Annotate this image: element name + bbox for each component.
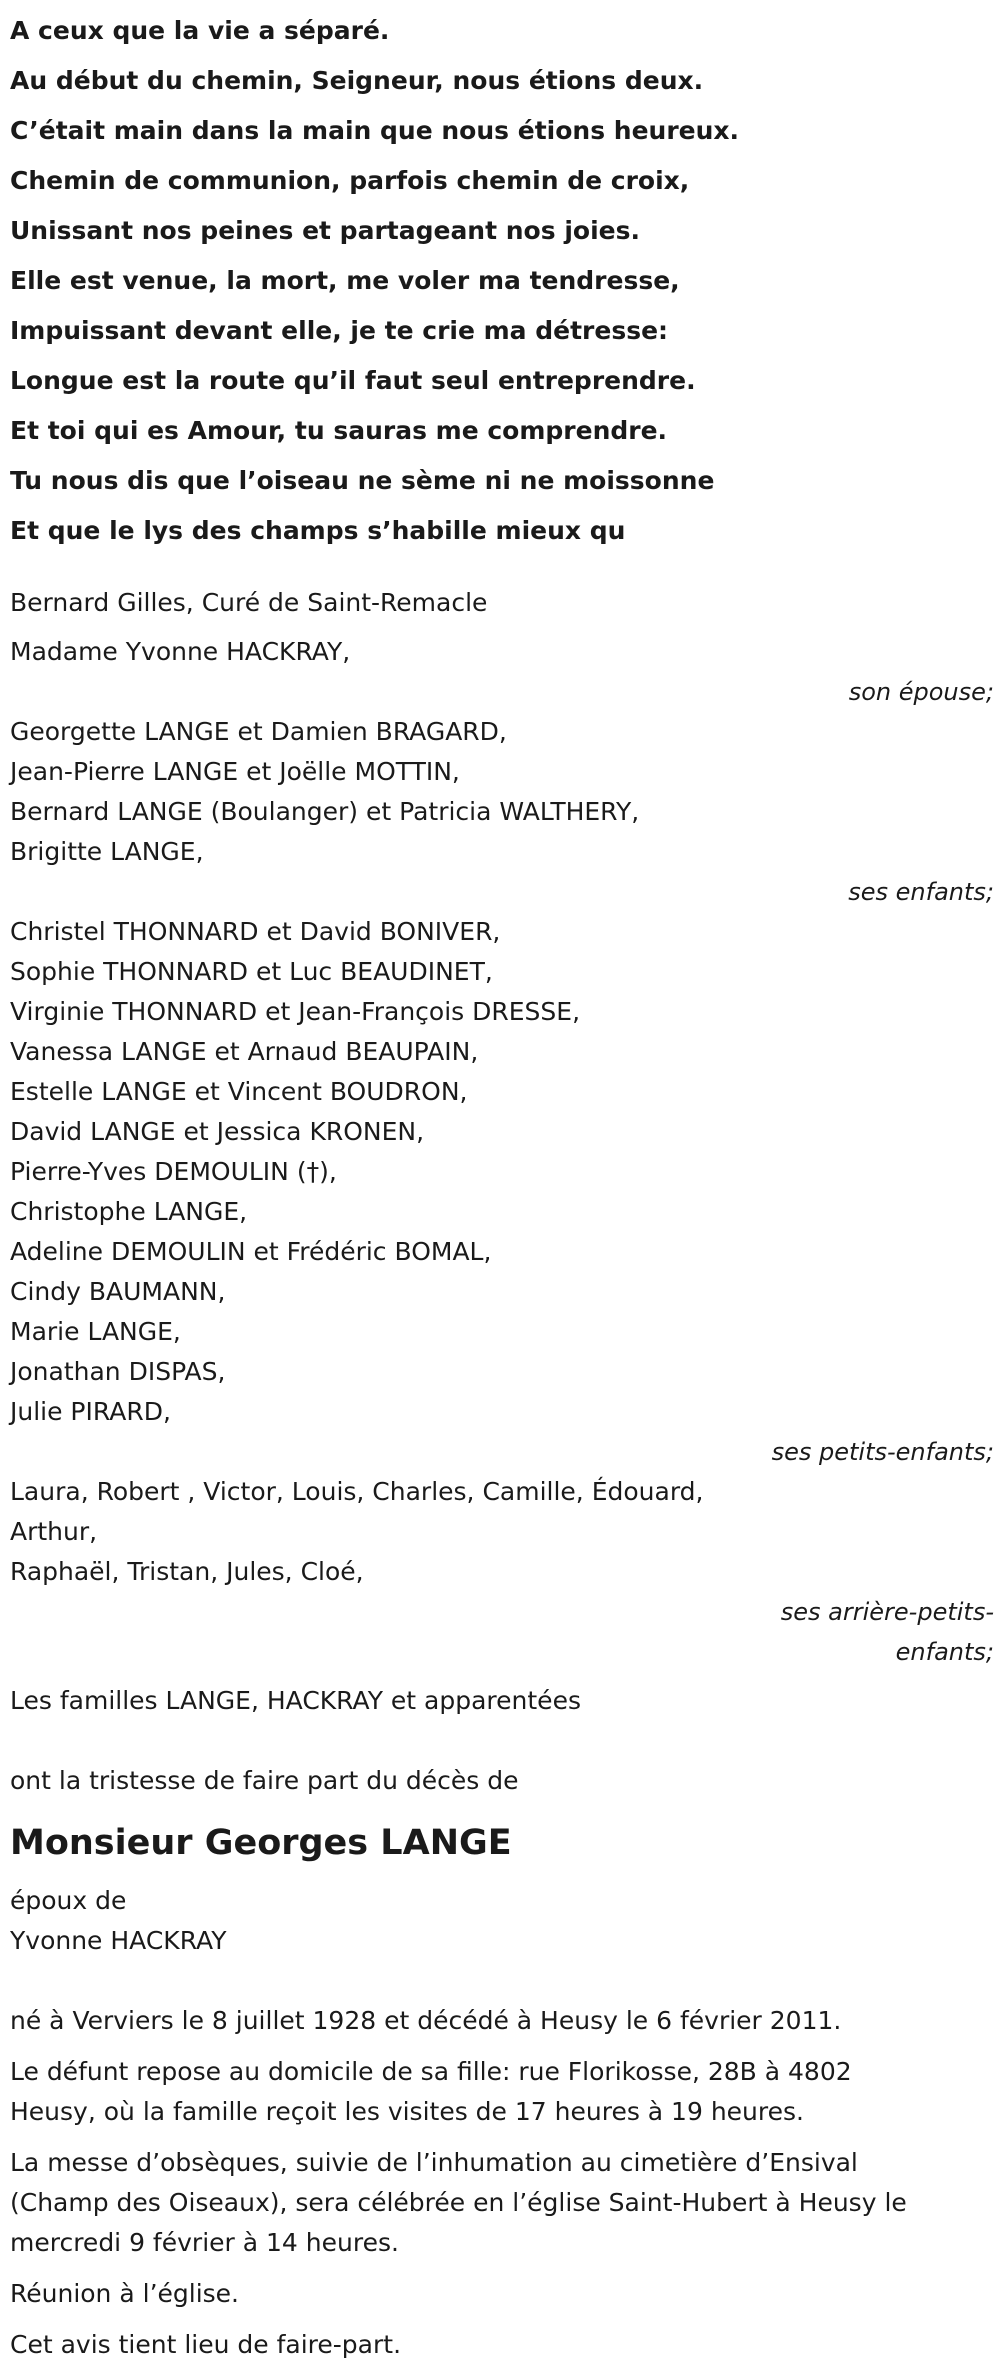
poem-line: A ceux que la vie a séparé. <box>10 16 390 45</box>
details-block <box>10 2001 1000 2365</box>
children-role: ses enfants; <box>848 878 994 906</box>
grandchild-name: Vanessa LANGE et Arnaud BEAUPAIN, <box>10 1037 479 1066</box>
spouse-name: Madame Yvonne HACKRAY, <box>10 637 351 666</box>
great-grandchild-line: Laura, Robert , Victor, Louis, Charles, Camille, Édouard, <box>10 1477 704 1506</box>
announcement-line: ont la tristesse de faire part du décès de <box>10 1766 519 1795</box>
grandchild-name: Virginie THONNARD et Jean-François DRESSE, <box>10 997 581 1026</box>
grandchild-name: Pierre-Yves DEMOULIN (†), <box>10 1157 337 1186</box>
poem-line: Au début du chemin, Seigneur, nous étions deux. <box>10 66 704 95</box>
grandchild-name: Jonathan DISPAS, <box>10 1357 226 1386</box>
poem-line: C’était main dans la main que nous étions heureux. <box>10 116 740 145</box>
great-grandchildren-role-cont: enfants; <box>895 1638 994 1666</box>
spouse-role: son épouse; <box>848 678 994 706</box>
deceased-name: Monsieur Georges LANGE <box>10 1823 512 1863</box>
grandchild-name: David LANGE et Jessica KRONEN, <box>10 1117 425 1146</box>
child-name: Jean-Pierre LANGE et Joëlle MOTTIN, <box>10 757 460 786</box>
rest-text-cont: Heusy, où la famille reçoit les visites de 17 heures à 19 heures. <box>10 2097 804 2126</box>
grandchild-name: Estelle LANGE et Vincent BOUDRON, <box>10 1077 468 1106</box>
grandchild-name: Marie LANGE, <box>10 1317 181 1346</box>
grandchild-name: Julie PIRARD, <box>10 1397 171 1426</box>
great-grandchild-line: Raphaël, Tristan, Jules, Cloé, <box>10 1557 364 1586</box>
mass-text: La messe d’obsèques, suivie de l’inhumation au cimetière d’Ensival <box>10 2148 858 2177</box>
rest-text: Le défunt repose au domicile de sa fille: rue Florikosse, 28B à 4802 <box>10 2057 852 2086</box>
mass-text-cont: mercredi 9 février à 14 heures. <box>10 2228 399 2257</box>
child-name: Georgette LANGE et Damien BRAGARD, <box>10 717 507 746</box>
poem-line: Impuissant devant elle, je te crie ma détresse: <box>10 316 669 345</box>
grandchild-name: Cindy BAUMANN, <box>10 1277 226 1306</box>
poem-line: Tu nous dis que l’oiseau ne sème ni ne moissonne <box>10 466 715 495</box>
families-line: Les familles LANGE, HACKRAY et apparentées <box>10 1686 581 1715</box>
grandchildren-role: ses petits-enfants; <box>771 1438 994 1466</box>
great-grandchildren-role: ses arrière-petits- <box>780 1598 994 1626</box>
mourners-section <box>10 583 1000 2365</box>
grandchild-name: Adeline DEMOULIN et Frédéric BOMAL, <box>10 1237 492 1266</box>
poem-line: Et que le lys des champs s’habille mieux qu <box>10 516 626 545</box>
great-grandchildren-group <box>10 1472 1000 1672</box>
spouse-group <box>10 632 1000 712</box>
poem-line: Chemin de communion, parfois chemin de croix, <box>10 166 690 195</box>
poem <box>10 6 1000 556</box>
grandchild-name: Sophie THONNARD et Luc BEAUDINET, <box>10 957 493 986</box>
grandchild-name: Christel THONNARD et David BONIVER, <box>10 917 501 946</box>
spouse-of-block <box>10 1881 1000 1961</box>
poem-line: Et toi qui es Amour, tu sauras me comprendre. <box>10 416 668 445</box>
mass-text-cont: (Champ des Oiseaux), sera célébrée en l’église Saint-Hubert à Heusy le <box>10 2188 907 2217</box>
child-name: Bernard LANGE (Boulanger) et Patricia WALTHERY, <box>10 797 640 826</box>
great-grandchild-line: Arthur, <box>10 1517 98 1546</box>
child-name: Brigitte LANGE, <box>10 837 204 866</box>
spouse-of-label: époux de <box>10 1886 127 1915</box>
spouse-of-name: Yvonne HACKRAY <box>10 1926 227 1955</box>
closing-text: Cet avis tient lieu de faire-part. <box>10 2330 402 2359</box>
poem-line: Unissant nos peines et partageant nos joies. <box>10 216 640 245</box>
grandchildren-group <box>10 912 1000 1472</box>
poem-line: Longue est la route qu’il faut seul entreprendre. <box>10 366 696 395</box>
grandchild-name: Christophe LANGE, <box>10 1197 248 1226</box>
poem-line: Elle est venue, la mort, me voler ma tendresse, <box>10 266 680 295</box>
reunion-text: Réunion à l’église. <box>10 2279 240 2308</box>
birth-death-text: né à Verviers le 8 juillet 1928 et décédé à Heusy le 6 février 2011. <box>10 2006 842 2035</box>
priest-line: Bernard Gilles, Curé de Saint-Remacle <box>10 588 488 617</box>
children-group <box>10 712 1000 912</box>
